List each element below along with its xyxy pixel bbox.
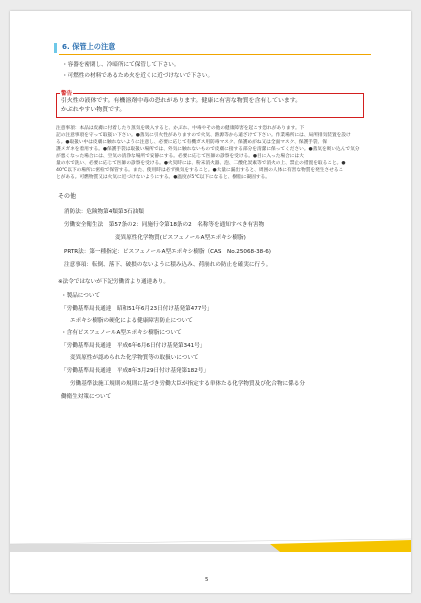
guidance-intro: ※法令ではないが下記労働省より通達あり。 <box>58 279 169 285</box>
other-row-5: 注意事項：転倒、落下、破損のないように積み込み、荷崩れの防止を確実に行う。 <box>64 262 272 268</box>
page-number: 5 <box>205 577 209 583</box>
warning-line-2: かぶれやすい物質です。 <box>61 107 126 113</box>
other-row-3: 変異原性化学物質(ビスフェノールA型エポキシ樹脂) <box>115 235 246 241</box>
guidance-item-1: ・製品について <box>61 293 101 299</box>
warning-box <box>56 93 364 118</box>
guidance-item-5: 「労働基準局長通達 平成6年6月6日付け基発第341号」 <box>61 343 206 349</box>
caution-line-5: が悪くなった場合には、空気の清浄な場所で安静にする。必要に応じて医師の診察を受ける。●目に入った場合には大 <box>56 154 304 159</box>
caution-line-4: 護メガネを着用する。●保護手袋は取扱い場所では、外気に触れないもので皮膚に接する部分を清潔に保ってください。●蒸気を吸い込んで気分 <box>56 147 360 152</box>
other-heading: その他 <box>58 193 77 200</box>
warning-label: 警告 <box>61 91 73 97</box>
caution-line-2: 記の注意事項を守って取扱い下さい。●蒸気に引火性がありますので火気、熱源等から遠ざけて下さい。作業場所には、局所排気装置を設け <box>56 133 351 138</box>
footer-stripe <box>0 538 421 554</box>
section-heading <box>59 41 371 55</box>
other-row-1: 消防法：危険物第4類第3石油類 <box>64 209 144 215</box>
guidance-item-2: 「労働基準局長通達 昭和51年6月23日付け基発第477号」 <box>61 306 213 312</box>
guidance-item-4: ・含有ビスフェノールA型エポキシ樹脂について <box>61 330 182 336</box>
warning-line-1: 引火性の液体です。有機溶剤中毒の恐れがあります。健康に有害な物質を含有しています。 <box>61 98 302 104</box>
caution-line-8: とがある。可燃物質又は火気に近づけないようにする。●温度が5℃以下になると、樹脂に凝固する。 <box>56 175 270 180</box>
storage-note-1: ・容器を密閉し、冷暗所にて保管して下さい。 <box>62 62 180 68</box>
guidance-item-3: エポキシ樹脂の硬化による健康障害防止について <box>70 318 193 324</box>
caution-line-7: 40℃以下の場所に密栓で保管する。また、使用時は必ず換気をすること。●大量に漏出すると、周囲の人体に有害な物質を発生させるこ <box>56 168 344 173</box>
section-marker <box>54 43 57 53</box>
other-row-4: PRTR法：第一種指定：ビスフェノールA型エポキシ樹脂（CAS No.25068-38-6) <box>64 249 271 255</box>
caution-line-3: る。●取扱い中は皮膚に触れないように注意し、必要に応じて有機ガス用防毒マスク、保護めがね又は全面マスク、保護手袋、保 <box>56 140 327 145</box>
guidance-item-7: 「労働基準局長通達 平成8年3月29日付け基発第182号」 <box>61 368 209 374</box>
caution-line-1: 注意事項：本品は皮膚に付着したり蒸気を吸入すると、かぶれ、中毒やその他の健康障害を起こす恐れがあります。下 <box>56 126 305 131</box>
section-title: 6. 保管上の注意 <box>62 42 116 51</box>
caution-line-6: 量の水で洗い、必要に応じて医師の診察を受ける。●火災時には、粉末消火器、泡、二酸化炭素等で消火の上、禁止の措置を取ること。● <box>56 161 346 166</box>
guidance-item-6: 変異原性が認められた化学物質等の取扱いについて <box>70 355 199 361</box>
guidance-item-9: 働衛生対策について <box>61 394 112 400</box>
storage-note-2: ・可燃性の材料であるため火を近くに近づけないで下さい。 <box>62 73 214 79</box>
guidance-item-8: 労働基準法施工規則の規則に基づき労働大臣が指定する単体たる化学物質及び化合物に係る分 <box>70 381 305 387</box>
other-row-2: 労働安全衛生法 第57条の2：同施行令第18条の2 名称等を通知すべき有害物 <box>64 222 265 228</box>
